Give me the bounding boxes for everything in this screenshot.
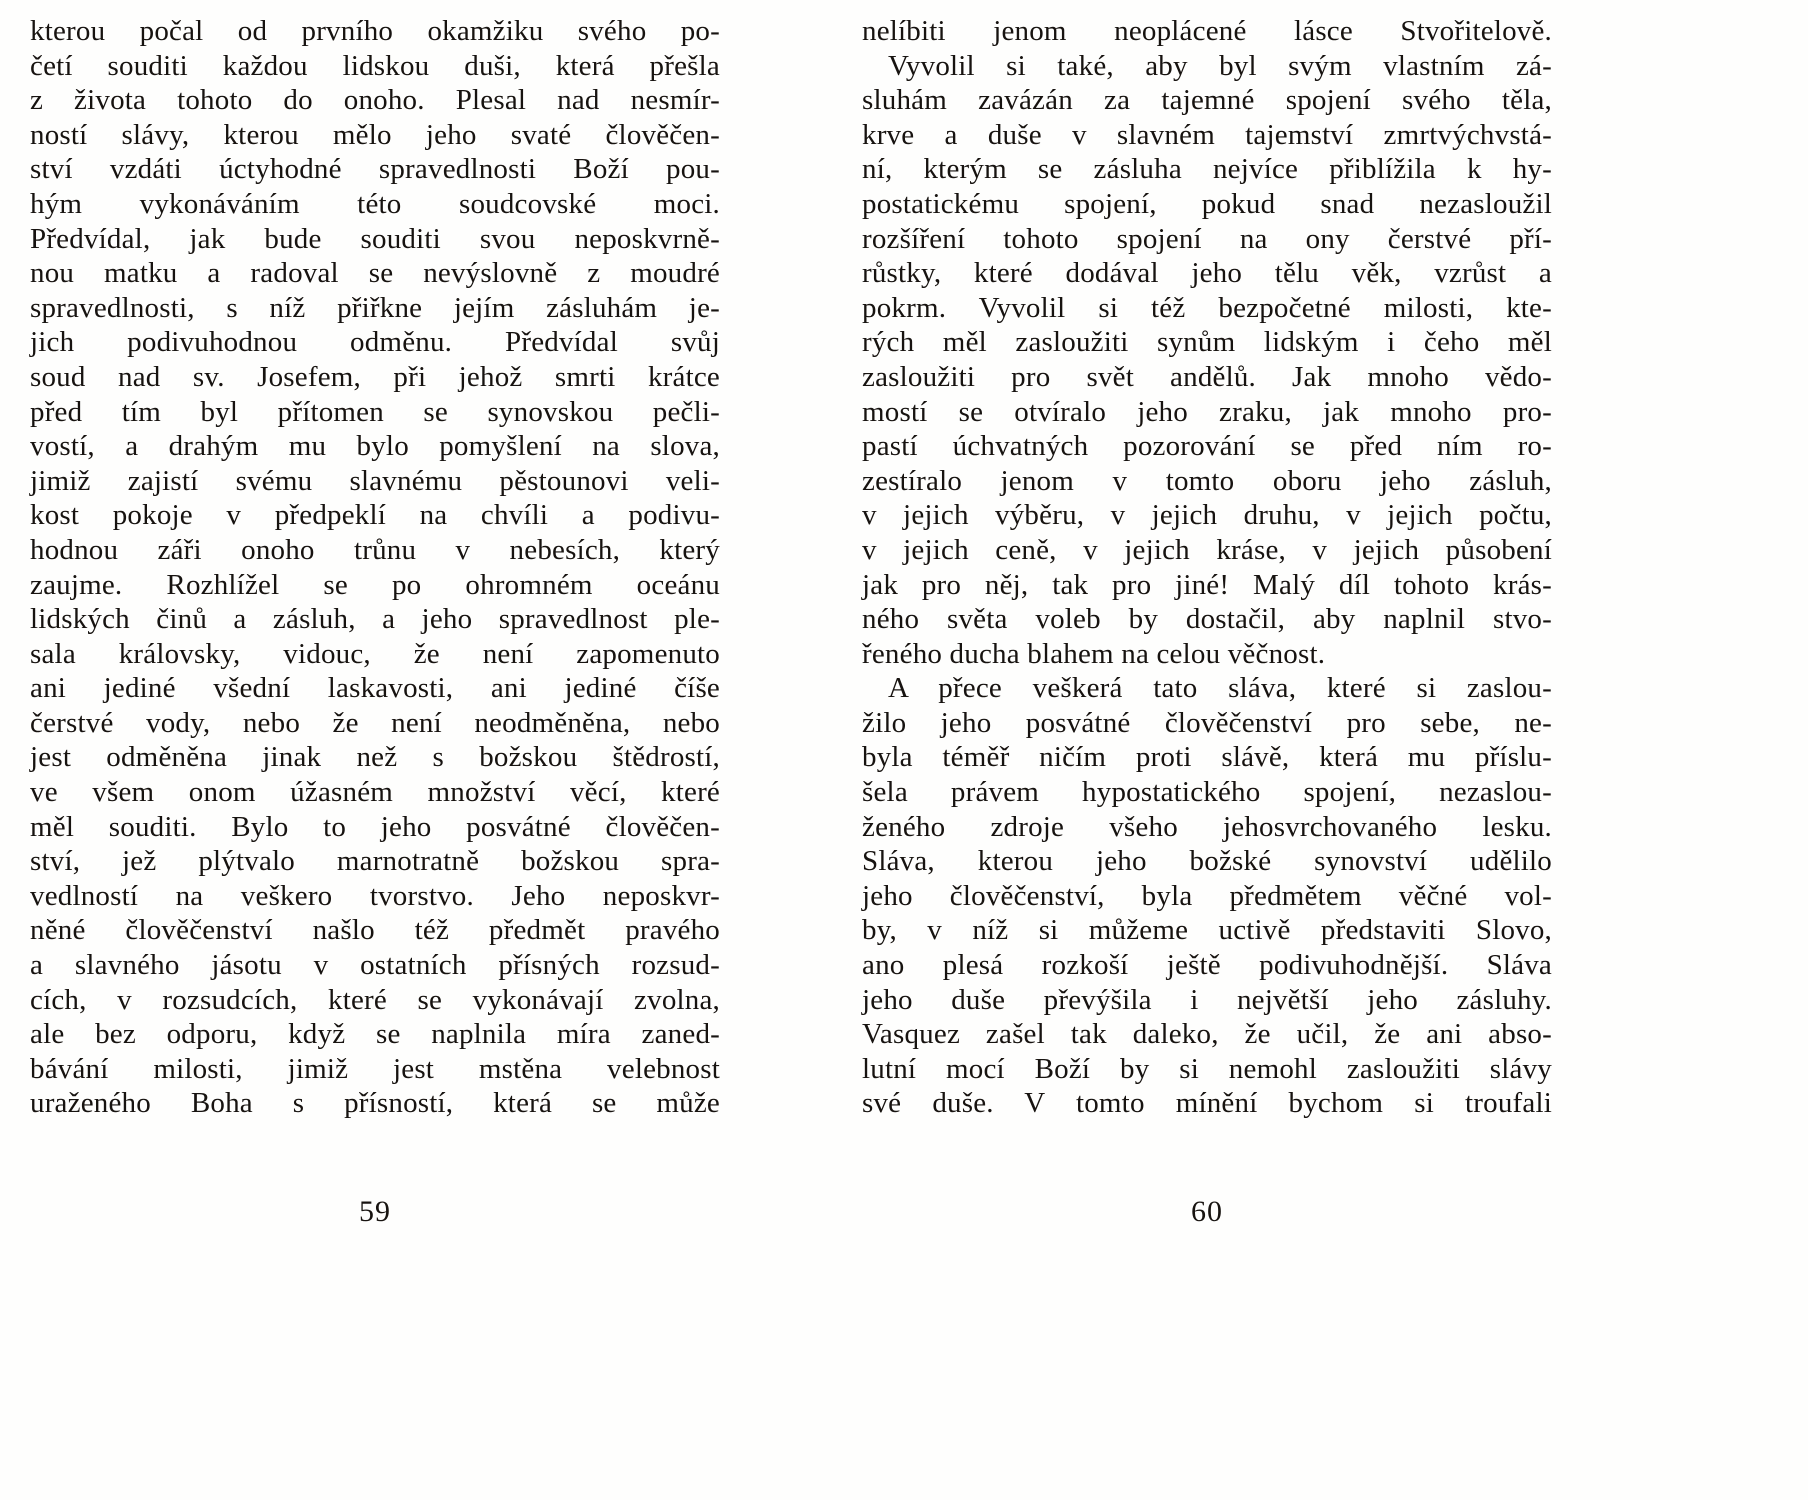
text-line: zestíralo jenom v tomto oboru jeho zásluh, — [862, 464, 1552, 497]
text-line: jich podivuhodnou odměnu. Předvídal svůj — [30, 326, 720, 359]
text-line: ženého zdroje všeho jehosvrchovaného lesku. — [862, 810, 1552, 843]
text-line: jest odměněna jinak než s božskou štědrostí, — [30, 741, 720, 774]
text-line: něné člověčenství našlo též předmět pravého — [30, 914, 720, 947]
text-line: Sláva, kterou jeho božské synovství udělilo — [862, 845, 1552, 878]
text-line: jimiž zajistí svému slavnému pěstounovi veli- — [30, 464, 720, 497]
text-line: jeho člověčenství, byla předmětem věčné vol- — [862, 879, 1552, 912]
text-line: lidských činů a zásluh, a jeho spravedlnost ple- — [30, 603, 720, 636]
text-line: kterou počal od prvního okamžiku svého po- — [30, 15, 720, 47]
page-right — [862, 14, 1552, 1229]
text-line: uraženého Boha s přísností, která se může — [30, 1087, 720, 1120]
text-line: nelíbiti jenom neoplácené lásce Stvořitelově. — [862, 15, 1552, 47]
text-line: mostí se otvíralo jeho zraku, jak mnoho pro- — [862, 395, 1552, 428]
text-line: pokrm. Vyvolil si též bezpočetné milosti, kte- — [862, 291, 1552, 324]
text-line: zaujme. Rozhlížel se po ohromném oceánu — [30, 568, 720, 601]
page-left — [30, 14, 720, 1229]
text-line: ale bez odporu, když se naplnila míra zaned- — [30, 1018, 720, 1051]
text-line: ství vzdáti úctyhodné spravedlnosti Boží pou- — [30, 153, 720, 186]
text-line: a slavného jásotu v ostatních přísných rozsud- — [30, 949, 720, 982]
text-line: rých měl zasloužiti synům lidským i čeho měl — [862, 326, 1552, 359]
text-line: řeného ducha blahem na celou věčnost. — [862, 637, 1326, 670]
text-line: hým vykonáváním této soudcovské moci. — [30, 187, 720, 220]
text-line: z života tohoto do onoho. Plesal nad nesmír- — [30, 84, 720, 117]
text-line: ného světa voleb by dostačil, aby naplnil stvo- — [862, 603, 1552, 636]
text-line: v jejich ceně, v jejich kráse, v jejich působení — [862, 533, 1552, 566]
text-line: vedlností na veškero tvorstvo. Jeho neposkvr- — [30, 879, 720, 912]
text-line: sluhám zavázán za tajemné spojení svého těla, — [862, 84, 1552, 117]
text-line: krve a duše v slavném tajemství zmrtvýchvstá- — [862, 118, 1552, 151]
text-line: cích, v rozsudcích, které se vykonávají zvolna, — [30, 983, 720, 1016]
text-line: ností slávy, kterou mělo jeho svaté člověčen- — [30, 118, 720, 151]
text-line: Vasquez zašel tak daleko, že učil, že ani abso- — [862, 1018, 1552, 1051]
text-line: spravedlnosti, s níž přiřkne jejím zásluhám je- — [30, 291, 720, 324]
text-line: kost pokoje v předpeklí na chvíli a podivu- — [30, 499, 720, 532]
text-line: četí souditi každou lidskou duši, která přešla — [30, 49, 720, 82]
text-line: by, v níž si můžeme uctivě představiti Slovo, — [862, 914, 1552, 947]
text-line: nou matku a radoval se nevýslovně z moudré — [30, 257, 720, 290]
text-line: měl souditi. Bylo to jeho posvátné člověčen- — [30, 810, 720, 843]
text-line: soud nad sv. Josefem, při jehož smrti krátce — [30, 360, 720, 393]
text-line: hodnou záři onoho trůnu v nebesích, který — [30, 533, 720, 566]
page-right-text — [862, 14, 1552, 1121]
text-line: ve všem onom úžasném množství věcí, které — [30, 776, 720, 809]
text-line: ano plesá rozkoší ještě podivuhodnější. Sláva — [862, 949, 1552, 982]
page-number-left: 59 — [359, 1195, 391, 1228]
text-line: v jejich výběru, v jejich druhu, v jejich počtu, — [862, 499, 1552, 532]
text-line: lutní mocí Boží by si nemohl zasloužiti slávy — [862, 1052, 1552, 1085]
text-line: bávání milosti, jimiž jest mstěna velebnost — [30, 1052, 720, 1085]
text-line: své duše. V tomto mínění bychom si troufali — [862, 1087, 1552, 1120]
text-line: před tím byl přítomen se synovskou pečli- — [30, 395, 720, 428]
text-line: ani jediné všední laskavosti, ani jediné číše — [30, 672, 720, 705]
page-left-text — [30, 14, 720, 1121]
text-line: jak pro něj, tak pro jiné! Malý díl tohoto krás- — [862, 568, 1552, 601]
text-line: jeho duše převýšila i největší jeho zásluhy. — [862, 983, 1552, 1016]
text-line: sala královsky, vidouc, že není zapomenuto — [30, 637, 720, 670]
text-line: Vyvolil si také, aby byl svým vlastním zá- — [888, 49, 1552, 82]
page-number-right: 60 — [1191, 1195, 1223, 1228]
text-line: zasloužiti pro svět andělů. Jak mnoho vědo- — [862, 360, 1552, 393]
text-line: růstky, které dodával jeho tělu věk, vzrůst a — [862, 257, 1552, 290]
text-line: A přece veškerá tato sláva, které si zaslou- — [888, 672, 1552, 705]
text-line: žilo jeho posvátné člověčenství pro sebe, ne- — [862, 706, 1552, 739]
text-line: vostí, a drahým mu bylo pomyšlení na slova, — [30, 430, 720, 463]
text-line: Předvídal, jak bude souditi svou neposkvrně- — [30, 222, 720, 255]
text-line: pastí úchvatných pozorování se před ním ro- — [862, 430, 1552, 463]
text-line: šela právem hypostatického spojení, nezaslou- — [862, 776, 1552, 809]
text-line: postatickému spojení, pokud snad nezasloužil — [862, 187, 1552, 220]
text-line: ní, kterým se zásluha nejvíce přiblížila k hy- — [862, 153, 1552, 186]
text-line: rozšíření tohoto spojení na ony čerstvé pří- — [862, 222, 1552, 255]
text-line: ství, jež plýtvalo marnotratně božskou spra- — [30, 845, 720, 878]
text-line: čerstvé vody, nebo že není neodměněna, nebo — [30, 706, 720, 739]
text-line: byla téměř ničím proti slávě, která mu příslu- — [862, 741, 1552, 774]
